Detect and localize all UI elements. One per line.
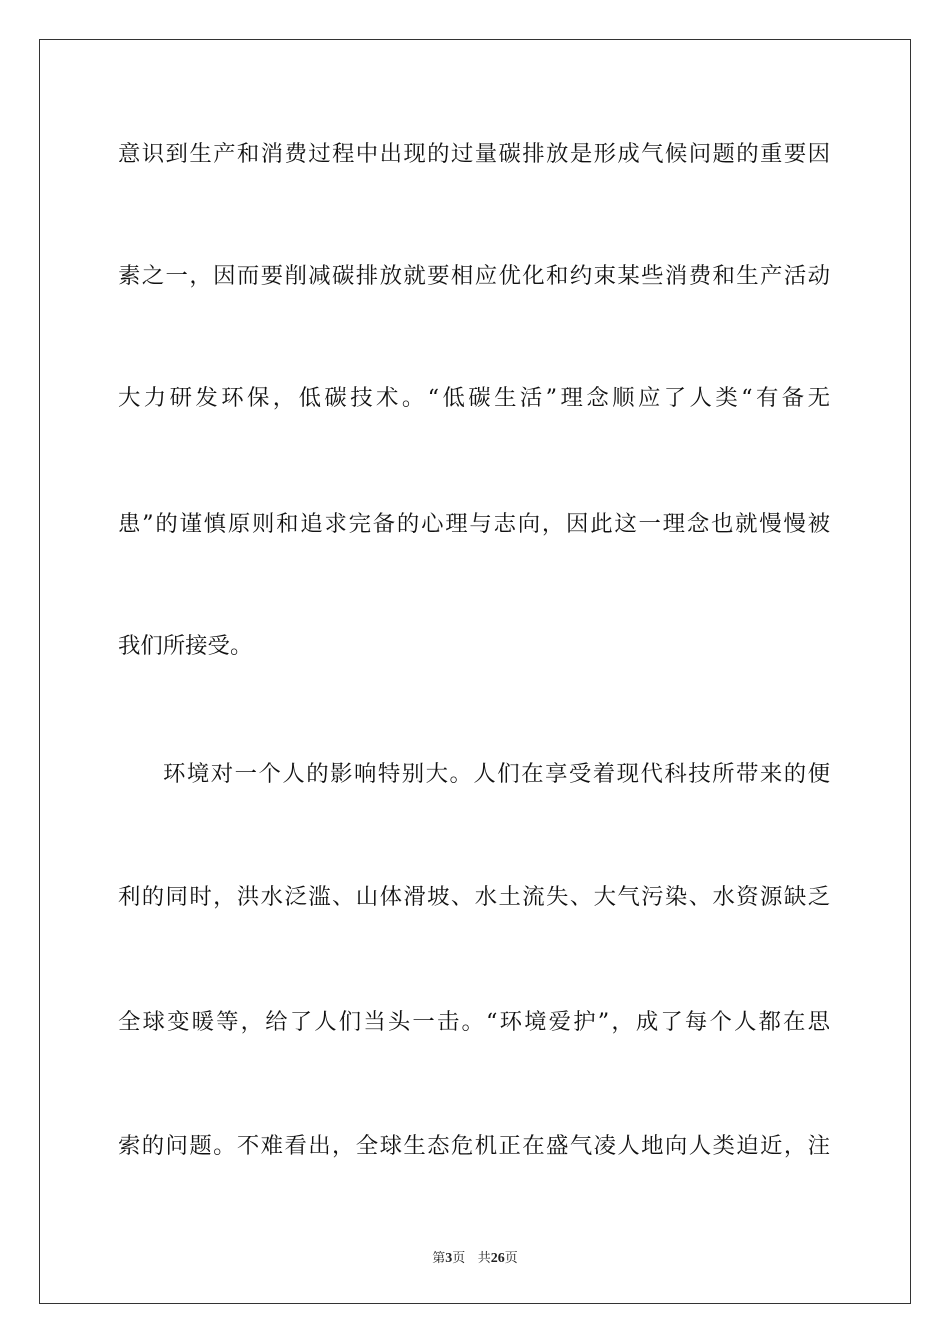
text-line: 全球变暖等，给了人们当头一击。“环境爱护”，成了每个人都在思	[118, 1009, 830, 1035]
text-line: 患”的谨慎原则和追求完备的心理与志向，因此这一理念也就慢慢被	[118, 511, 830, 537]
total-prefix: 共	[477, 1251, 491, 1266]
page-number: 3	[445, 1251, 453, 1266]
text-line: 素之一，因而要削减碳排放就要相应优化和约束某些消费和生产活动	[118, 263, 830, 289]
text-line: 大力研发环保，低碳技术。“低碳生活”理念顺应了人类“有备无	[118, 385, 830, 411]
text-line: 意识到生产和消费过程中出现的过量碳排放是形成气候问题的重要因	[118, 141, 830, 167]
paragraph-first-line: 环境对一个人的影响特别大。人们在享受着现代科技所带来的便	[163, 761, 830, 787]
text-line: 利的同时，洪水泛滥、山体滑坡、水土流失、大气污染、水资源缺乏	[118, 884, 830, 910]
page-suffix: 页	[452, 1251, 466, 1266]
total-pages: 26	[490, 1251, 505, 1266]
page-footer	[0, 1247, 950, 1267]
text-line: 索的问题。不难看出，全球生态危机正在盛气凌人地向人类迫近，注	[118, 1133, 830, 1159]
total-suffix: 页	[504, 1251, 518, 1266]
page-border	[39, 39, 911, 1304]
page-prefix: 第	[432, 1251, 446, 1266]
text-line: 我们所接受。	[118, 633, 253, 659]
